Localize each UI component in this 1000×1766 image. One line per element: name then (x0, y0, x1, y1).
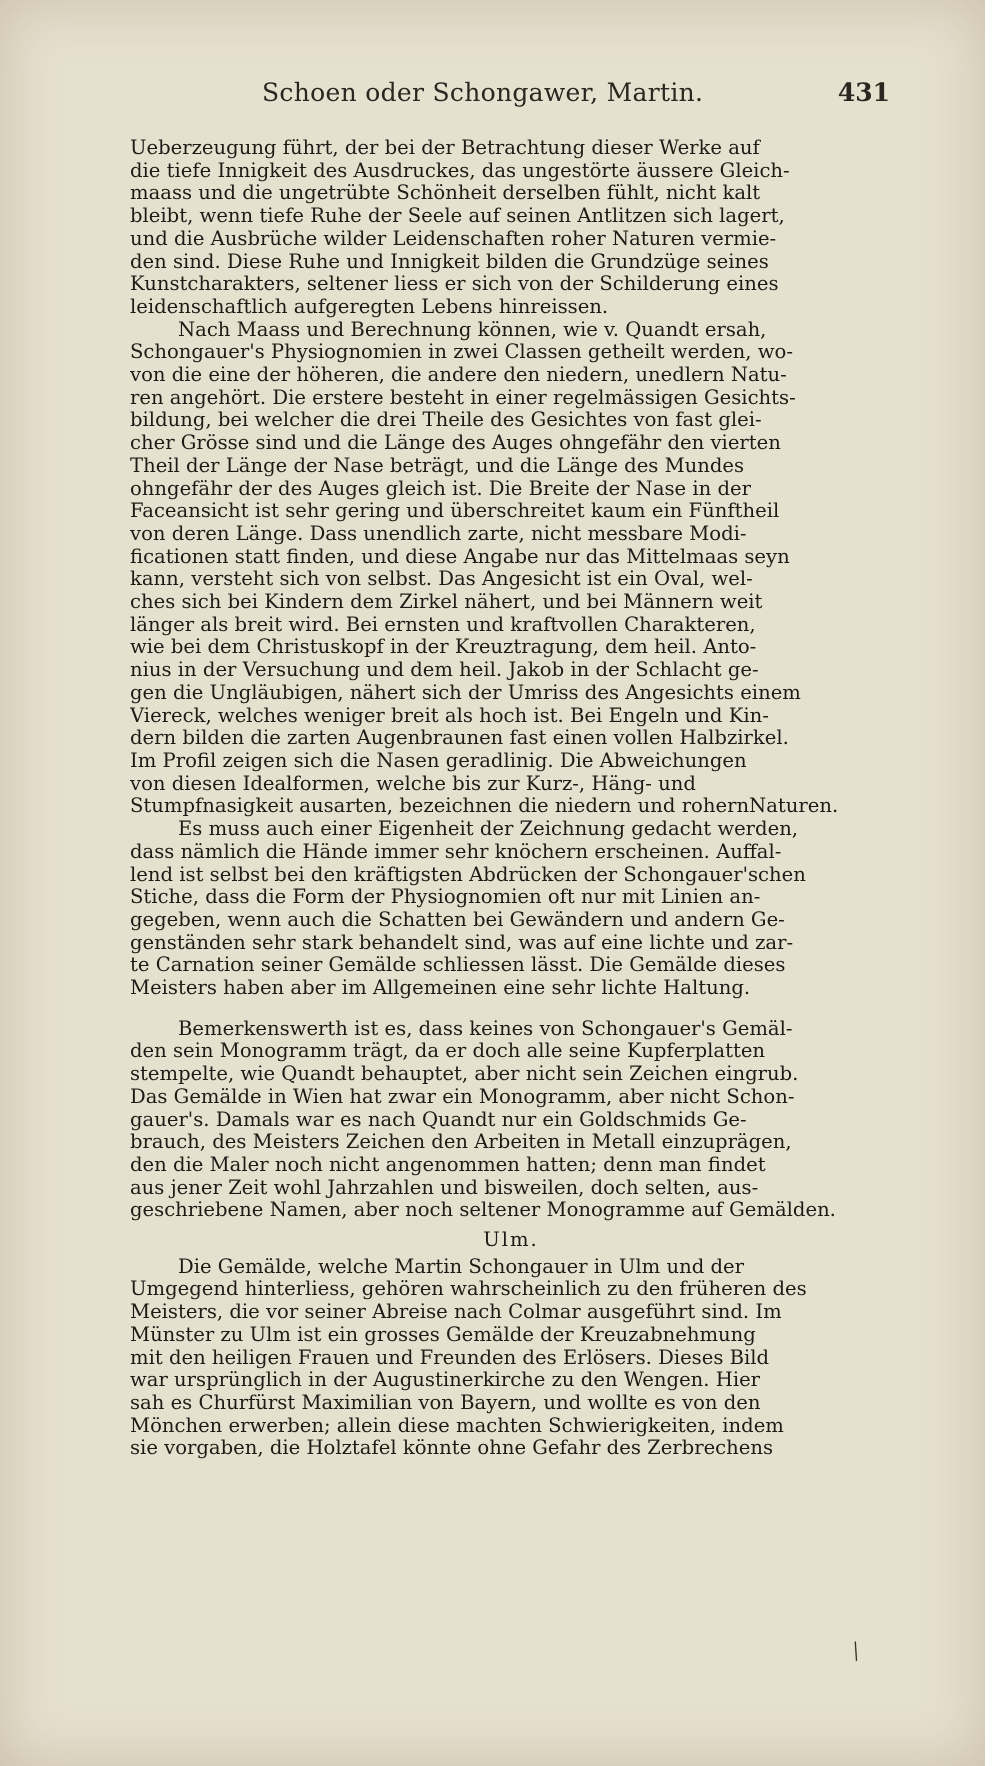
text-line: war ursprünglich in der Augustinerkirche zu den Wengen. Hier (130, 1369, 761, 1392)
text-line: wie bei dem Christuskopf in der Kreuztragung, dem heil. Anto- (130, 636, 757, 659)
text-line: Mönchen erwerben; allein diese machten Schwierigkeiten, indem (130, 1414, 784, 1437)
text-line: Faceansicht ist sehr gering und überschreitet kaum ein Fünftheil (130, 500, 780, 523)
text-line: kann, versteht sich von selbst. Das Angesicht ist ein Oval, wel- (130, 568, 753, 591)
text-line: Schongauer's Physiognomien in zwei Classen getheilt werden, wo- (130, 341, 793, 364)
page-header (130, 78, 890, 118)
paragraph-3 (130, 818, 892, 1000)
paragraph-4 (130, 1018, 892, 1222)
section-title: Ulm. (483, 1229, 539, 1252)
text-line: Es muss auch einer Eigenheit der Zeichnung gedacht werden, (178, 818, 799, 841)
text-line: ches sich bei Kindern dem Zirkel nähert, und bei Männern weit (130, 591, 763, 614)
text-line: cher Grösse sind und die Länge des Auges ohngefähr den vierten (130, 432, 781, 455)
text-line: den sein Monogramm trägt, da er doch alle seine Kupferplatten (130, 1040, 766, 1063)
text-line: den sind. Diese Ruhe und Innigkeit bilden die Grundzüge seines (130, 250, 769, 273)
text-line: gen die Ungläubigen, nähert sich der Umriss des Angesichts einem (130, 681, 801, 704)
page-number: 431 (837, 78, 890, 107)
text-line: Stumpfnasigkeit ausarten, bezeichnen die niedern und rohernNaturen. (130, 795, 839, 818)
paragraph-2 (130, 319, 892, 818)
text-line: te Carnation seiner Gemälde schliessen lässt. Die Gemälde dieses (130, 954, 786, 977)
text-line: bleibt, wenn tiefe Ruhe der Seele auf seinen Antlitzen sich lagert, (130, 205, 785, 228)
text-line: die tiefe Innigkeit des Ausdruckes, das ungestörte äussere Gleich- (130, 159, 790, 182)
page-body (130, 137, 892, 1460)
paragraph-5 (130, 1256, 892, 1460)
pencil-mark-icon: ⁄ (848, 1641, 866, 1664)
text-line: brauch, des Meisters Zeichen den Arbeiten in Metall einzuprägen, (130, 1131, 792, 1154)
text-line: Meisters haben aber im Allgemeinen eine sehr lichte Haltung. (130, 977, 751, 1000)
text-line: länger als breit wird. Bei ernsten und kraftvollen Charakteren, (130, 613, 756, 636)
text-line: nius in der Versuchung und dem heil. Jakob in der Schlacht ge- (130, 659, 759, 682)
text-line: dass nämlich die Hände immer sehr knöchern erscheinen. Auffal- (130, 840, 782, 863)
text-line: von deren Länge. Dass unendlich zarte, nicht messbare Modi- (130, 522, 747, 545)
text-line: Das Gemälde in Wien hat zwar ein Monogramm, aber nicht Schon- (130, 1085, 795, 1108)
text-line: maass und die ungetrübte Schönheit derselben fühlt, nicht kalt (130, 182, 761, 205)
text-line: aus jener Zeit wohl Jahrzahlen und bisweilen, doch selten, aus- (130, 1176, 759, 1199)
paragraph-gap (130, 1000, 892, 1018)
text-line: ren angehört. Die erstere besteht in einer regelmässigen Gesichts- (130, 386, 796, 409)
text-line: von die eine der höheren, die andere den niedern, unedlern Natu- (130, 364, 787, 387)
text-line: Kunstcharakters, seltener liess er sich von der Schilderung eines (130, 273, 779, 296)
text-line: sie vorgaben, die Holztafel könnte ohne Gefahr des Zerbrechens (130, 1437, 774, 1460)
text-line: Stiche, dass die Form der Physiognomien oft nur mit Linien an- (130, 886, 761, 909)
text-line: Ueberzeugung führt, der bei der Betrachtung dieser Werke auf (130, 137, 760, 159)
text-line: Theil der Länge der Nase beträgt, und die Länge des Mundes (130, 454, 745, 477)
text-line: ohngefähr der des Auges gleich ist. Die Breite der Nase in der (130, 477, 751, 500)
text-line: genständen sehr stark behandelt sind, was auf eine lichte und zar- (130, 931, 794, 954)
text-line: Viereck, welches weniger breit als hoch ist. Bei Engeln und Kin- (130, 704, 769, 727)
text-line: Umgegend hinterliess, gehören wahrscheinlich zu den früheren des (130, 1278, 807, 1301)
text-line: gauer's. Damals war es nach Quandt nur ein Goldschmids Ge- (130, 1108, 747, 1131)
text-line: gegeben, wenn auch die Schatten bei Gewändern und andern Ge- (130, 908, 785, 931)
text-line: dern bilden die zarten Augenbraunen fast einen vollen Halbzirkel. (130, 727, 789, 750)
text-line: Die Gemälde, welche Martin Schongauer in Ulm und der (178, 1255, 744, 1278)
text-line: bildung, bei welcher die drei Theile des Gesichtes von fast glei- (130, 409, 762, 432)
text-line: Münster zu Ulm ist ein grosses Gemälde der Kreuzabnehmung (130, 1323, 756, 1346)
text-line: und die Ausbrüche wilder Leidenschaften roher Naturen vermie- (130, 227, 777, 250)
text-line: leidenschaftlich aufgeregten Lebens hinreissen. (130, 295, 609, 318)
text-line: lend ist selbst bei den kräftigsten Abdrücken der Schongauer'schen (130, 863, 806, 886)
paragraph-1 (130, 137, 892, 319)
running-head: Schoen oder Schongawer, Martin. (262, 78, 704, 107)
text-line: Nach Maass und Berechnung können, wie v. Quandt ersah, (178, 318, 767, 341)
text-line: sah es Churfürst Maximilian von Bayern, und wollte es von den (130, 1391, 761, 1414)
text-line: Im Profil zeigen sich die Nasen geradlinig. Die Abweichungen (130, 749, 747, 772)
text-line: Bemerkenswerth ist es, dass keines von Schongauer's Gemäl- (178, 1017, 793, 1040)
text-line: stempelte, wie Quandt behauptet, aber nicht sein Zeichen eingrub. (130, 1063, 799, 1086)
text-line: ficationen statt finden, und diese Angabe nur das Mittelmaas seyn (130, 545, 790, 568)
text-line: geschriebene Namen, aber noch seltener Monogramme auf Gemälden. (130, 1199, 836, 1222)
text-line: mit den heiligen Frauen und Freunden des Erlösers. Dieses Bild (130, 1346, 770, 1369)
text-line: von diesen Idealformen, welche bis zur Kurz-, Häng- und (130, 772, 696, 795)
text-line: den die Maler noch nicht angenommen hatten; denn man findet (130, 1153, 766, 1176)
text-line: Meisters, die vor seiner Abreise nach Colmar ausgeführt sind. Im (130, 1301, 782, 1324)
